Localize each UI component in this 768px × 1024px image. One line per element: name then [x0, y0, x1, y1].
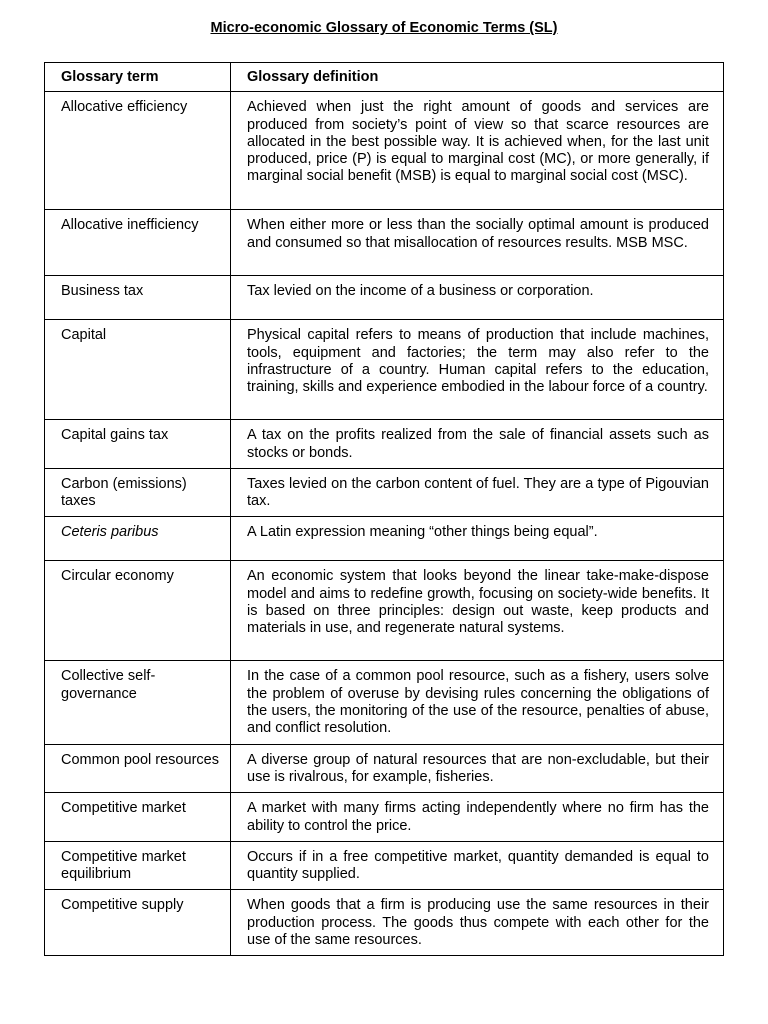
table-row — [45, 420, 724, 469]
table-row — [45, 841, 724, 890]
glossary-term: Competitive supply — [45, 890, 231, 956]
table-row — [45, 517, 724, 561]
glossary-term: Circular economy — [45, 561, 231, 661]
glossary-term: Competitive market — [45, 793, 231, 842]
table-header-row — [45, 63, 724, 92]
glossary-table — [44, 62, 724, 956]
glossary-term: Capital — [45, 320, 231, 420]
glossary-term-text: Ceteris paribus — [61, 524, 159, 541]
glossary-term: Competitive market equilibrium — [45, 841, 231, 890]
table-row — [45, 744, 724, 793]
glossary-definition: A market with many firms acting independently where no firm has the ability to control the price. — [231, 793, 724, 842]
glossary-term: Collective self-governance — [45, 661, 231, 744]
table-row — [45, 210, 724, 276]
table-row — [45, 320, 724, 420]
glossary-definition: In the case of a common pool resource, such as a fishery, users solve the problem of overuse by devising rules concerning the obligations of the users, the monitoring of the use of the resource, penalties of abuse, and conflict resolution. — [231, 661, 724, 744]
glossary-definition: A tax on the profits realized from the sale of financial assets such as stocks or bonds. — [231, 420, 724, 469]
glossary-term — [45, 517, 231, 561]
glossary-term: Common pool resources — [45, 744, 231, 793]
glossary-definition: A diverse group of natural resources that are non-excludable, but their use is rivalrous, for example, fisheries. — [231, 744, 724, 793]
table-row — [45, 890, 724, 956]
glossary-definition: Tax levied on the income of a business or corporation. — [231, 276, 724, 320]
table-row — [45, 276, 724, 320]
glossary-definition: Achieved when just the right amount of goods and services are produced from society’s point of view so that scarce resources are allocated in the best possible way. It is achieved when, for the last unit produced, price (P) is equal to marginal cost (MC), or more generally, if marginal social benefit (MSB) is equal to marginal social cost (MSC). — [231, 92, 724, 210]
glossary-term: Carbon (emissions) taxes — [45, 468, 231, 517]
glossary-definition: Taxes levied on the carbon content of fuel. They are a type of Pigouvian tax. — [231, 468, 724, 517]
glossary-definition: An economic system that looks beyond the linear take-make-dispose model and aims to redefine growth, focusing on society-wide benefits. It is based on three principles: design out waste, keep products and materials in use, and regenerate natural systems. — [231, 561, 724, 661]
table-row — [45, 561, 724, 661]
table-row — [45, 468, 724, 517]
glossary-definition: Occurs if in a free competitive market, quantity demanded is equal to quantity supplied. — [231, 841, 724, 890]
glossary-term: Allocative inefficiency — [45, 210, 231, 276]
table-row — [45, 793, 724, 842]
column-header-term: Glossary term — [45, 63, 231, 92]
glossary-definition: Physical capital refers to means of production that include machines, tools, equipment and factories; the term may also refer to the infrastructure of a country. Human capital refers to the education, training, skills and experience embodied in the labour force of a country. — [231, 320, 724, 420]
glossary-definition: A Latin expression meaning “other things being equal”. — [231, 517, 724, 561]
glossary-term: Capital gains tax — [45, 420, 231, 469]
glossary-definition: When goods that a firm is producing use the same resources in their production process. The goods thus compete with each other for the use of the same resources. — [231, 890, 724, 956]
glossary-definition: When either more or less than the socially optimal amount is produced and consumed so that misallocation of resources results. MSB MSC. — [231, 210, 724, 276]
table-row — [45, 92, 724, 210]
page-title: Micro-economic Glossary of Economic Terms (SL) — [210, 20, 558, 36]
column-header-definition: Glossary definition — [231, 63, 724, 92]
table-row — [45, 661, 724, 744]
glossary-term: Business tax — [45, 276, 231, 320]
glossary-term: Allocative efficiency — [45, 92, 231, 210]
